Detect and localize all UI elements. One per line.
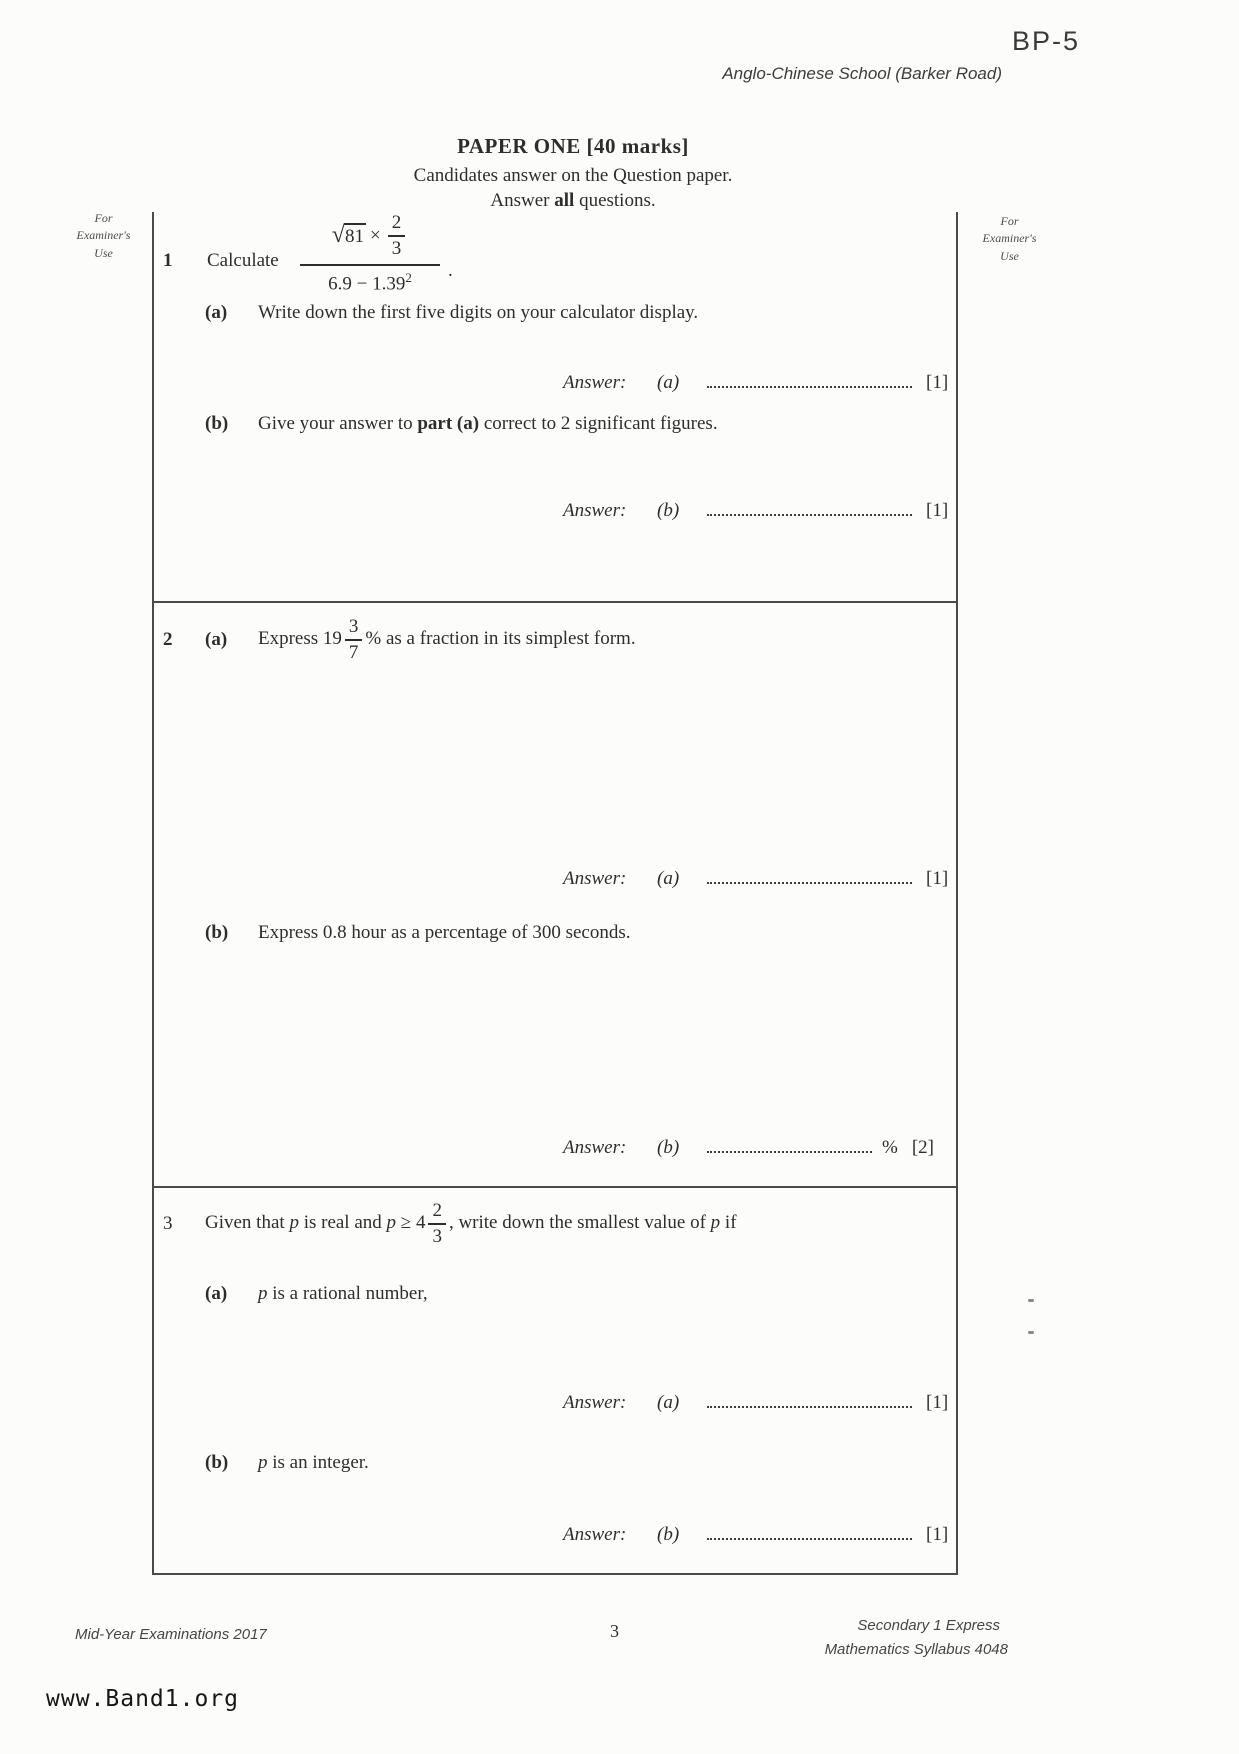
answer-box-right-border bbox=[956, 212, 958, 1573]
examiner-use-note-right bbox=[962, 213, 1057, 265]
q1b-answer-row bbox=[563, 494, 948, 522]
q2a-pre: Express 19 bbox=[258, 628, 342, 650]
fraction-bottom: 7 bbox=[348, 642, 359, 663]
page-corner-code: BP-5 bbox=[1012, 26, 1081, 56]
q2a-answer-row bbox=[563, 862, 948, 890]
q2b-label: (b) bbox=[205, 922, 229, 943]
question-2a-line bbox=[163, 610, 943, 670]
den-prefix: 6.9 − bbox=[328, 273, 373, 295]
fraction-top: 2 bbox=[388, 212, 406, 237]
var-p: p bbox=[289, 1212, 299, 1234]
q2a-post: % as a fraction in its simplest form. bbox=[365, 628, 636, 650]
school-name: Anglo-Chinese School (Barker Road) bbox=[722, 64, 1002, 83]
q3a-answer-row bbox=[563, 1386, 948, 1414]
answer-part-letter: (b) bbox=[657, 1136, 680, 1158]
instr2-bold: all bbox=[554, 190, 575, 211]
question-divider-2 bbox=[152, 1186, 958, 1188]
answer-blank-line bbox=[707, 1386, 912, 1408]
fraction-two-thirds bbox=[388, 212, 406, 260]
q3a-text bbox=[258, 1283, 428, 1305]
fraction-top: 3 bbox=[345, 616, 363, 641]
q3b-text bbox=[258, 1452, 369, 1474]
note-line: Use bbox=[94, 245, 113, 260]
radicand: 81 bbox=[344, 223, 366, 248]
answer-box-bottom-border bbox=[152, 1573, 958, 1575]
var-p: p bbox=[258, 1283, 268, 1304]
footer-exam-session: Mid-Year Examinations 2017 bbox=[75, 1626, 267, 1643]
square-root bbox=[332, 223, 366, 248]
fraction-bottom: 3 bbox=[432, 1226, 442, 1247]
answer-label: Answer: bbox=[563, 499, 627, 521]
page-number: 3 bbox=[610, 1621, 619, 1641]
q2a-text bbox=[258, 616, 636, 664]
question-3-number: 3 bbox=[163, 1213, 173, 1234]
answer-blank-line bbox=[707, 494, 912, 516]
fraction-two-thirds bbox=[428, 1200, 446, 1248]
fraction-numerator bbox=[300, 212, 440, 266]
percent-unit: % bbox=[882, 1136, 898, 1158]
note-line: For bbox=[94, 211, 113, 225]
answer-label: Answer: bbox=[563, 1523, 627, 1545]
answer-blank-line bbox=[707, 1518, 912, 1540]
fraction-three-sevenths bbox=[345, 616, 363, 664]
scan-mark bbox=[1028, 1331, 1034, 1334]
footer-syllabus: Mathematics Syllabus 4048 bbox=[824, 1641, 1008, 1658]
q3a-label: (a) bbox=[205, 1283, 228, 1304]
q3-t5: if bbox=[720, 1212, 737, 1234]
paper-instruction-2 bbox=[170, 190, 976, 212]
fraction-top: 2 bbox=[428, 1200, 446, 1225]
answer-part-letter: (a) bbox=[657, 371, 680, 393]
marks-badge: [1] bbox=[926, 867, 949, 889]
q3-text bbox=[205, 1200, 737, 1248]
watermark-site: www.Band1.org bbox=[46, 1686, 240, 1712]
q3b-answer-row bbox=[563, 1518, 948, 1546]
answer-label: Answer: bbox=[563, 1136, 627, 1158]
expression-period: . bbox=[448, 260, 453, 281]
question-divider-1 bbox=[152, 601, 958, 603]
answer-label: Answer: bbox=[563, 867, 627, 889]
marks-badge: [1] bbox=[926, 371, 949, 393]
q1b-label: (b) bbox=[205, 413, 229, 434]
answer-part-letter: (b) bbox=[657, 499, 680, 521]
var-p: p bbox=[386, 1212, 397, 1234]
q1b-post: correct to 2 significant figures. bbox=[479, 413, 718, 434]
marks-badge: [2] bbox=[911, 1136, 934, 1158]
q2a-label: (a) bbox=[205, 629, 228, 650]
q3-t3: ≥ 4 bbox=[396, 1212, 426, 1234]
fraction-bottom: 3 bbox=[391, 237, 402, 259]
question-1-number: 1 bbox=[163, 250, 173, 271]
q1b-pre: Give your answer to bbox=[258, 413, 418, 434]
q1b-bold: part (a) bbox=[417, 413, 480, 434]
q1a-answer-row bbox=[563, 366, 948, 394]
paper-instruction-1: Candidates answer on the Question paper. bbox=[413, 165, 733, 186]
q1a-text: Write down the first five digits on your calculator display. bbox=[258, 302, 699, 323]
note-line: Examiner's bbox=[982, 231, 1037, 246]
q3-t2: is real and bbox=[298, 1212, 387, 1234]
marks-badge: [1] bbox=[926, 499, 949, 521]
question-1-lead: Calculate bbox=[207, 250, 279, 271]
q2b-answer-row bbox=[563, 1131, 934, 1159]
question-2-number: 2 bbox=[163, 629, 173, 650]
answer-box-left-border bbox=[152, 212, 154, 1573]
q3-t1: Given that bbox=[205, 1212, 290, 1234]
answer-part-letter: (b) bbox=[657, 1523, 680, 1545]
var-p: p bbox=[258, 1452, 268, 1473]
times-sign: × bbox=[369, 224, 381, 246]
instr2-post: questions. bbox=[574, 190, 656, 211]
den-base: 1.39 bbox=[372, 273, 406, 295]
q2b-text: Express 0.8 hour as a percentage of 300 seconds. bbox=[258, 922, 631, 943]
q3b-label: (b) bbox=[205, 1452, 229, 1473]
scan-mark bbox=[1028, 1299, 1034, 1302]
footer-level: Secondary 1 Express bbox=[857, 1617, 1000, 1634]
marks-badge: [1] bbox=[926, 1523, 949, 1545]
note-line: For bbox=[1000, 214, 1019, 228]
question-3-line bbox=[163, 1194, 953, 1254]
den-exponent: 2 bbox=[405, 269, 412, 285]
paper-title: PAPER ONE [40 marks] bbox=[457, 134, 689, 158]
answer-label: Answer: bbox=[563, 371, 627, 393]
marks-badge: [1] bbox=[926, 1391, 949, 1413]
radical-sign: √ bbox=[331, 222, 345, 249]
question-1-expression bbox=[300, 212, 440, 295]
answer-part-letter: (a) bbox=[657, 1391, 680, 1413]
q3a-rest: is a rational number, bbox=[267, 1283, 428, 1304]
paper-header bbox=[170, 134, 976, 212]
var-p: p bbox=[710, 1212, 721, 1234]
answer-part-letter: (a) bbox=[657, 867, 680, 889]
answer-blank-line bbox=[707, 862, 912, 884]
q1b-text bbox=[258, 413, 718, 435]
instr2-pre: Answer bbox=[490, 190, 555, 211]
fraction-denominator bbox=[300, 266, 440, 295]
q3b-rest: is an integer. bbox=[267, 1452, 369, 1473]
answer-blank-line bbox=[707, 366, 912, 388]
note-line: Examiner's bbox=[76, 228, 131, 243]
examiner-use-note-left bbox=[56, 210, 151, 262]
q3-t4: , write down the smallest value of bbox=[448, 1212, 711, 1234]
answer-blank-line bbox=[707, 1131, 872, 1153]
note-line: Use bbox=[1000, 248, 1019, 263]
q1a-label: (a) bbox=[205, 302, 228, 323]
answer-label: Answer: bbox=[563, 1391, 627, 1413]
